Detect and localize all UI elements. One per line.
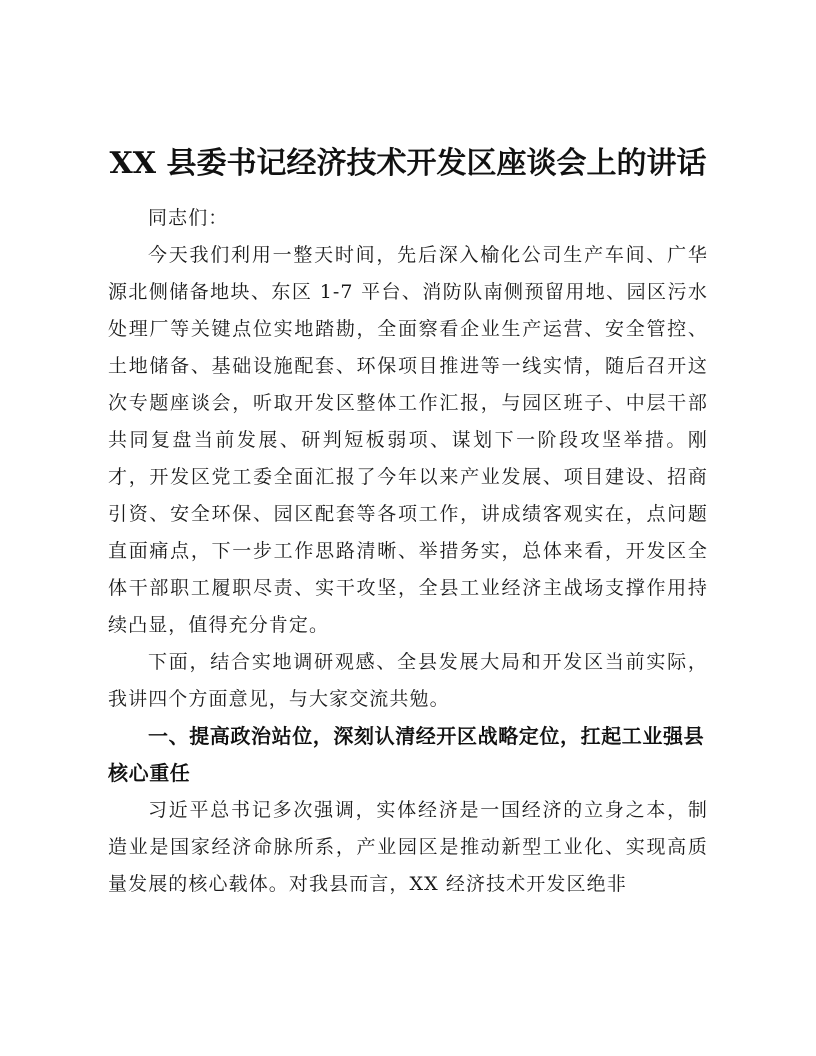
document-body (108, 200, 708, 903)
body-paragraph: 习近平总书记多次强调，实体经济是一国经济的立身之本，制造业是国家经济命脉所系，产业园区是推动新型工业化、实现高质量发展的核心载体。对我县而言，XX 经济技术开发区绝非 (108, 799, 708, 895)
body-paragraph: 今天我们利用一整天时间，先后深入榆化公司生产车间、广华源北侧储备地块、东区 1-7 平台、消防队南侧预留用地、园区污水处理厂等关键点位实地踏勘，全面察看企业生产运营、安全管控、土地储备、基础设施配套、环保项目推进等一线实情，随后召开这次专题座谈会，听取开发区整体工作汇报，与园区班子、中层干部共同复盘当前发展、研判短板弱项、谋划下一阶段攻坚举措。刚才，开发区党工委全面汇报了今年以来产业发展、项目建设、招商引资、安全环保、园区配套等各项工作，讲成绩客观实在，点问题直面痛点，下一步工作思路清晰、举措务实，总体来看，开发区全体干部职工履职尽责、实干攻坚，全县工业经济主战场支撑作用持续凸显，值得充分肯定。 (108, 244, 708, 636)
document-title: XX 县委书记经济技术开发区座谈会上的讲话 (109, 146, 707, 181)
body-paragraph: 下面，结合实地调研观感、全县发展大局和开发区当前实际，我讲四个方面意见，与大家交流共勉。 (108, 651, 708, 710)
greeting-line: 同志们： (148, 207, 229, 229)
section-heading: 一、提高政治站位，深刻认清经开区战略定位，扛起工业强县核心重任 (108, 724, 705, 785)
